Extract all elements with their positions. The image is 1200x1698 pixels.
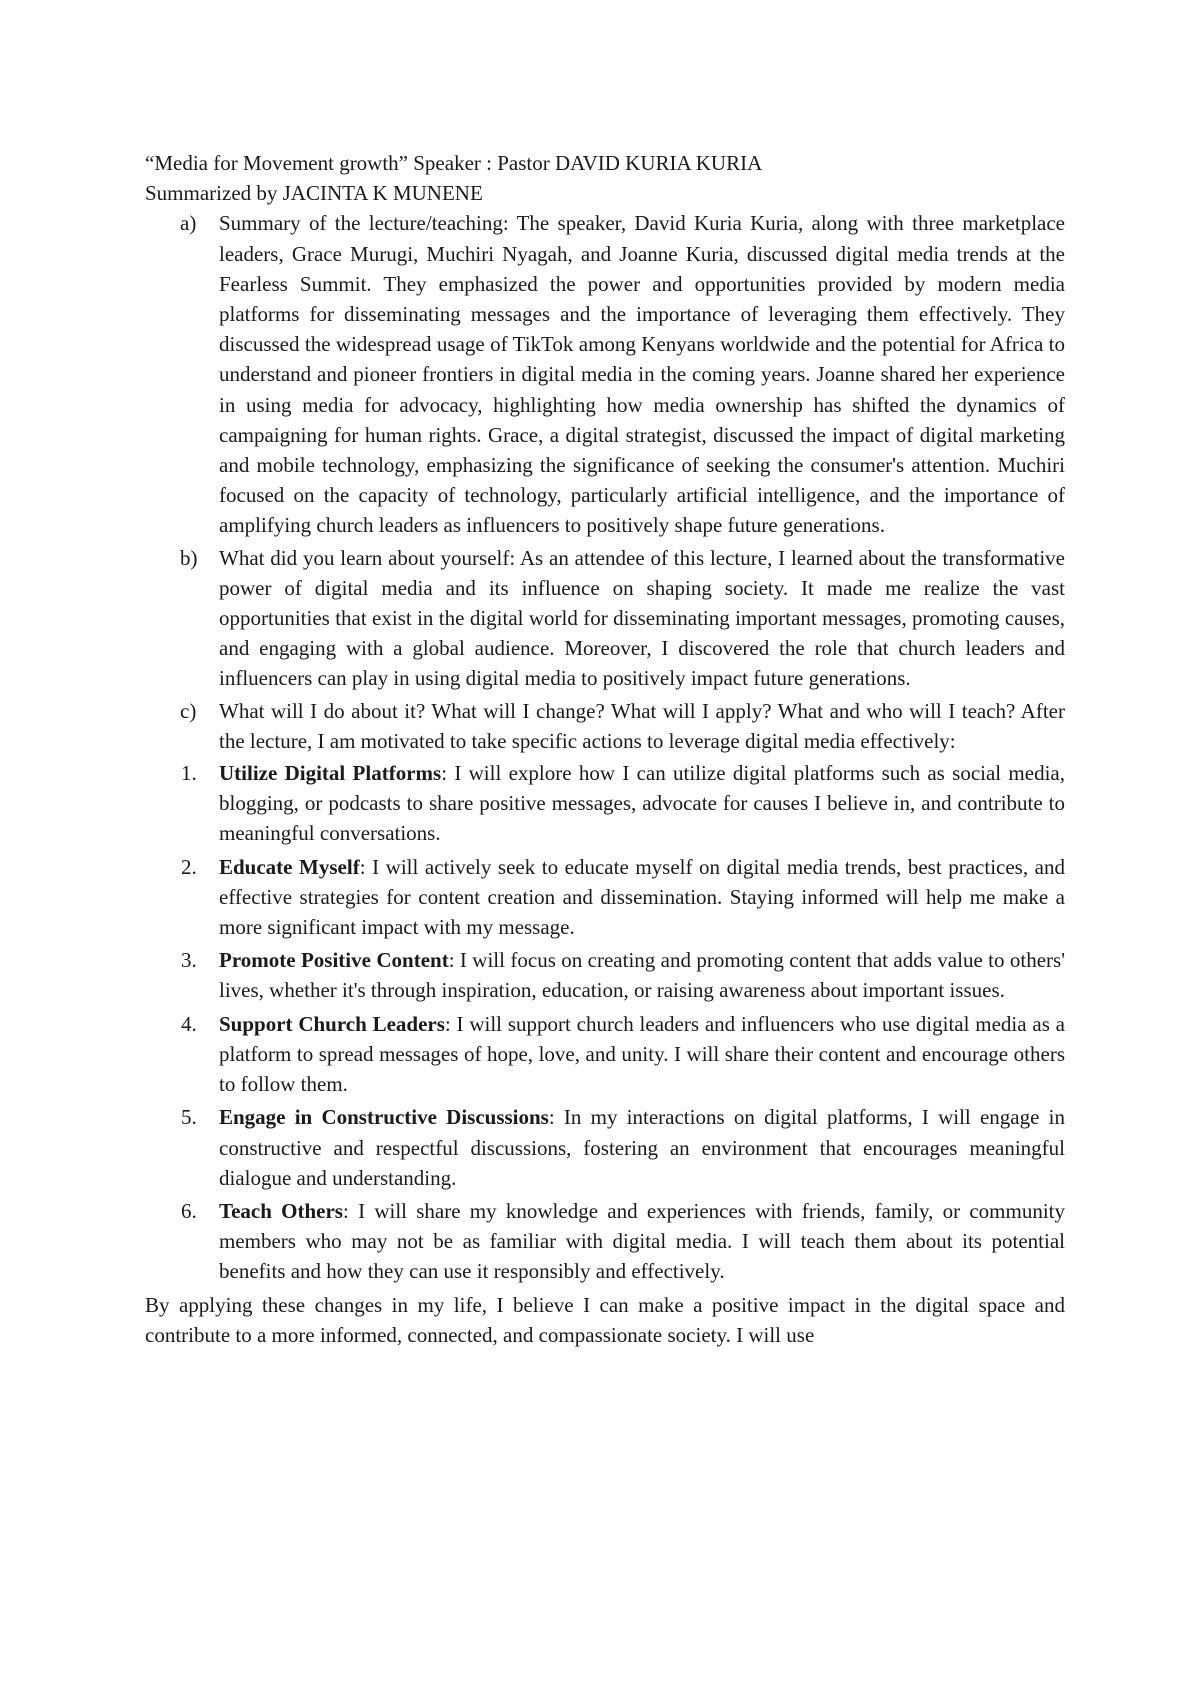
list-marker: 6. [181, 1198, 197, 1223]
list-item-b [145, 543, 1065, 694]
item-text: : In my interactions on digital platforms, I will engage in constructive and respectful discussions, fostering an environment that encourages meaningful dialogue and understanding. [219, 1105, 1066, 1190]
document-body [145, 148, 1065, 1350]
list-marker: 3. [181, 948, 197, 973]
list-item-c [145, 696, 1065, 756]
item-text: : I will focus on creating and promoting content that adds value to others' lives, whether it's through inspiration, education, or raising awareness about important issues. [219, 948, 1065, 1003]
list-marker: c) [180, 698, 197, 723]
item-text: : I will support church leaders and influencers who use digital media as a platform to spread messages of hope, love, and unity. I will share their content and encourage others to follow them. [219, 1011, 1065, 1097]
numbered-list [145, 758, 1065, 1286]
numbered-item-3 [145, 945, 1065, 1005]
item-title: Utilize Digital Platforms [219, 761, 442, 786]
lettered-list [145, 208, 1065, 756]
item-title: Promote Positive Content [219, 948, 449, 973]
list-marker: a) [180, 211, 197, 236]
list-marker: 1. [181, 761, 197, 786]
item-text: : I will explore how I can utilize digital platforms such as social media, blogging, or podcasts to share positive messages, advocate for causes I believe in, and contribute to meaningful conversations. [219, 761, 1065, 846]
list-marker: b) [180, 545, 198, 570]
list-marker: 5. [181, 1105, 197, 1130]
list-item-text: What will I do about it? What will I change? What will I apply? What and who will I teach? After the lecture, I am motivated to take specific actions to leverage digital media effectively: [219, 698, 1065, 753]
item-text: : I will actively seek to educate myself on digital media trends, best practices, and effective strategies for content creation and dissemination. Staying informed will help me make a more significant impact with my message. [219, 854, 1065, 940]
numbered-item-1 [145, 758, 1065, 849]
item-title: Engage in Constructive Discussions [219, 1105, 549, 1130]
numbered-item-5 [145, 1102, 1065, 1193]
numbered-item-4 [145, 1009, 1065, 1100]
numbered-item-2 [145, 852, 1065, 943]
item-title: Teach Others [219, 1198, 343, 1223]
list-marker: 2. [181, 854, 197, 879]
list-item-text: What did you learn about yourself: As an attendee of this lecture, I learned about the transformative power of digital media and its influence on shaping society. It made me realize the vast opportunities that exist in the digital world for disseminating important messages, promoting causes, and engaging with a global audience. Moreover, I discovered the role that church leaders and influencers can play in using digital media to positively impact future generations. [219, 545, 1065, 691]
closing-paragraph: By applying these changes in my life, I believe I can make a positive impact in the digital space and contribute to a more informed, connected, and compassionate society. I will use [145, 1292, 1065, 1347]
list-item-a [145, 208, 1065, 540]
author-line: Summarized by JACINTA K MUNENE [145, 181, 483, 206]
item-text: : I will share my knowledge and experiences with friends, family, or community members who may not be as familiar with digital media. I will teach them about its potential benefits and how they can use it responsibly and effectively. [219, 1198, 1065, 1284]
item-title: Support Church Leaders [219, 1011, 445, 1036]
document-title: “Media for Movement growth” Speaker : Pastor DAVID KURIA KURIA [145, 151, 763, 175]
numbered-item-6 [145, 1196, 1065, 1287]
item-title: Educate Myself [219, 854, 360, 879]
list-item-text: Summary of the lecture/teaching: The speaker, David Kuria Kuria, along with three marketplace leaders, Grace Murugi, Muchiri Nyagah, and Joanne Kuria, discussed digital media trends at the Fearless Summit. They emphasized the power and opportunities provided by modern media platforms for disseminating messages and the importance of leveraging them effectively. They discussed the widespread usage of TikTok among Kenyans worldwide and the potential for Africa to understand and pioneer frontiers in digital media in the coming years. Joanne shared her experience in using media for advocacy, highlighting how media ownership has shifted the dynamics of campaigning for human rights. Grace, a digital strategist, discussed the impact of digital marketing and mobile technology, emphasizing the significance of seeking the consumer's attention. Muchiri focused on the capacity of technology, particularly artificial intelligence, and the importance of amplifying church leaders as influencers to positively shape future generations. [219, 211, 1065, 538]
list-marker: 4. [181, 1011, 197, 1036]
